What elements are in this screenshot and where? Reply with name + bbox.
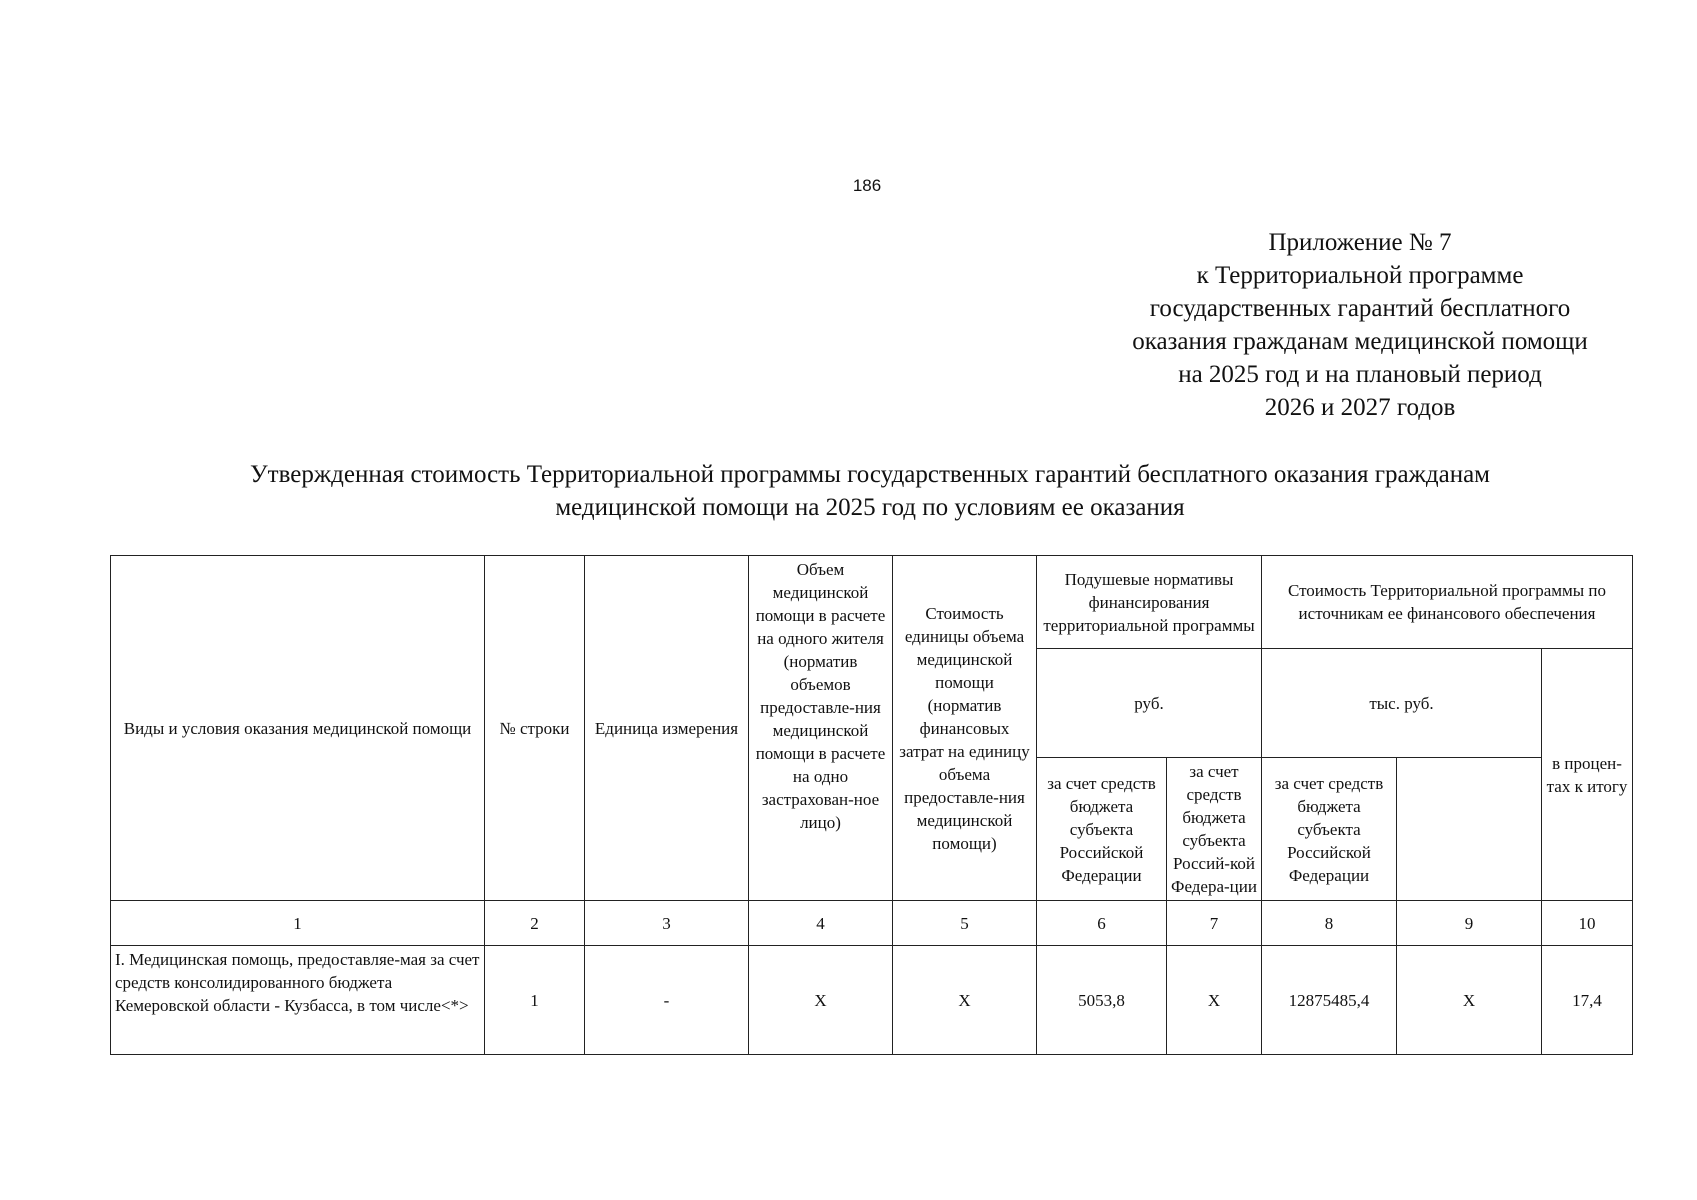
header-volume: Объем медицинской помощи в расчете на одного жителя (норматив объемов предоставле-ния медицинской помощи в расчете на одно застрахован-ное лицо) [749,556,893,901]
column-number: 5 [893,901,1037,946]
header-line-number: № строки [485,556,585,901]
row-percent: 17,4 [1542,946,1633,1055]
page-number: 186 [852,176,882,195]
header-per-capita-budget: за счет средств бюджета субъекта Российской Федерации [1037,758,1167,901]
row-unit: - [585,946,749,1055]
header-kinds-of-care: Виды и условия оказания медицинской помощи [111,556,485,901]
annex-line: к Территориальной программе [1196,262,1524,289]
row-volume: Х [749,946,893,1055]
row-name: I. Медицинская помощь, предоставляе-мая за счет средств консолидированного бюджета Кемеровской области - Кузбасса, в том числе<*> [111,946,485,1055]
document-title [110,458,1630,524]
header-cost-other [1397,758,1542,901]
column-number: 1 [111,901,485,946]
row-unit-cost: Х [893,946,1037,1055]
document-title-line: медицинской помощи на 2025 год по условиям ее оказания [555,494,1185,521]
header-per-capita-other: за счет средств бюджета субъекта Россий-кой Федера-ции [1167,758,1262,901]
header-per-capita-norms: Подушевые нормативы финансирования территориальной программы [1037,556,1262,649]
row-cost-other: Х [1397,946,1542,1055]
row-per-capita-budget: 5053,8 [1037,946,1167,1055]
header-cost-budget: за счет средств бюджета субъекта Российской Федерации [1262,758,1397,901]
document-title-line: Утвержденная стоимость Территориальной программы государственных гарантий бесплатного оказания гражданам [249,461,1490,488]
row-cost-budget: 12875485,4 [1262,946,1397,1055]
header-unit-rub: руб. [1037,649,1262,758]
column-number-row [111,901,1633,946]
column-number: 4 [749,901,893,946]
table-row [111,946,1633,1055]
column-number: 6 [1037,901,1167,946]
column-number: 8 [1262,901,1397,946]
annex-line: оказания гражданам медицинской помощи [1132,328,1588,355]
column-number: 9 [1397,901,1542,946]
column-number: 2 [485,901,585,946]
column-number: 10 [1542,901,1633,946]
annex-header [1090,226,1630,424]
header-unit: Единица измерения [585,556,749,901]
row-per-capita-other: Х [1167,946,1262,1055]
annex-line: 2026 и 2027 годов [1264,394,1456,421]
header-program-cost: Стоимость Территориальной программы по источникам ее финансового обеспечения [1262,556,1633,649]
annex-line: Приложение № 7 [1268,229,1452,256]
header-unit-cost: Стоимость единицы объема медицинской помощи (норматив финансовых затрат на единицу объема предоставле-ния медицинской помощи) [893,556,1037,901]
program-cost-table [110,555,1633,1055]
header-unit-thousand-rub: тыс. руб. [1262,649,1542,758]
table-header-row [111,556,1633,649]
annex-line: на 2025 год и на плановый период [1178,361,1542,388]
annex-line: государственных гарантий бесплатного [1149,295,1571,322]
header-percent: в процен-тах к итогу [1542,649,1633,901]
column-number: 7 [1167,901,1262,946]
row-line-number: 1 [485,946,585,1055]
column-number: 3 [585,901,749,946]
